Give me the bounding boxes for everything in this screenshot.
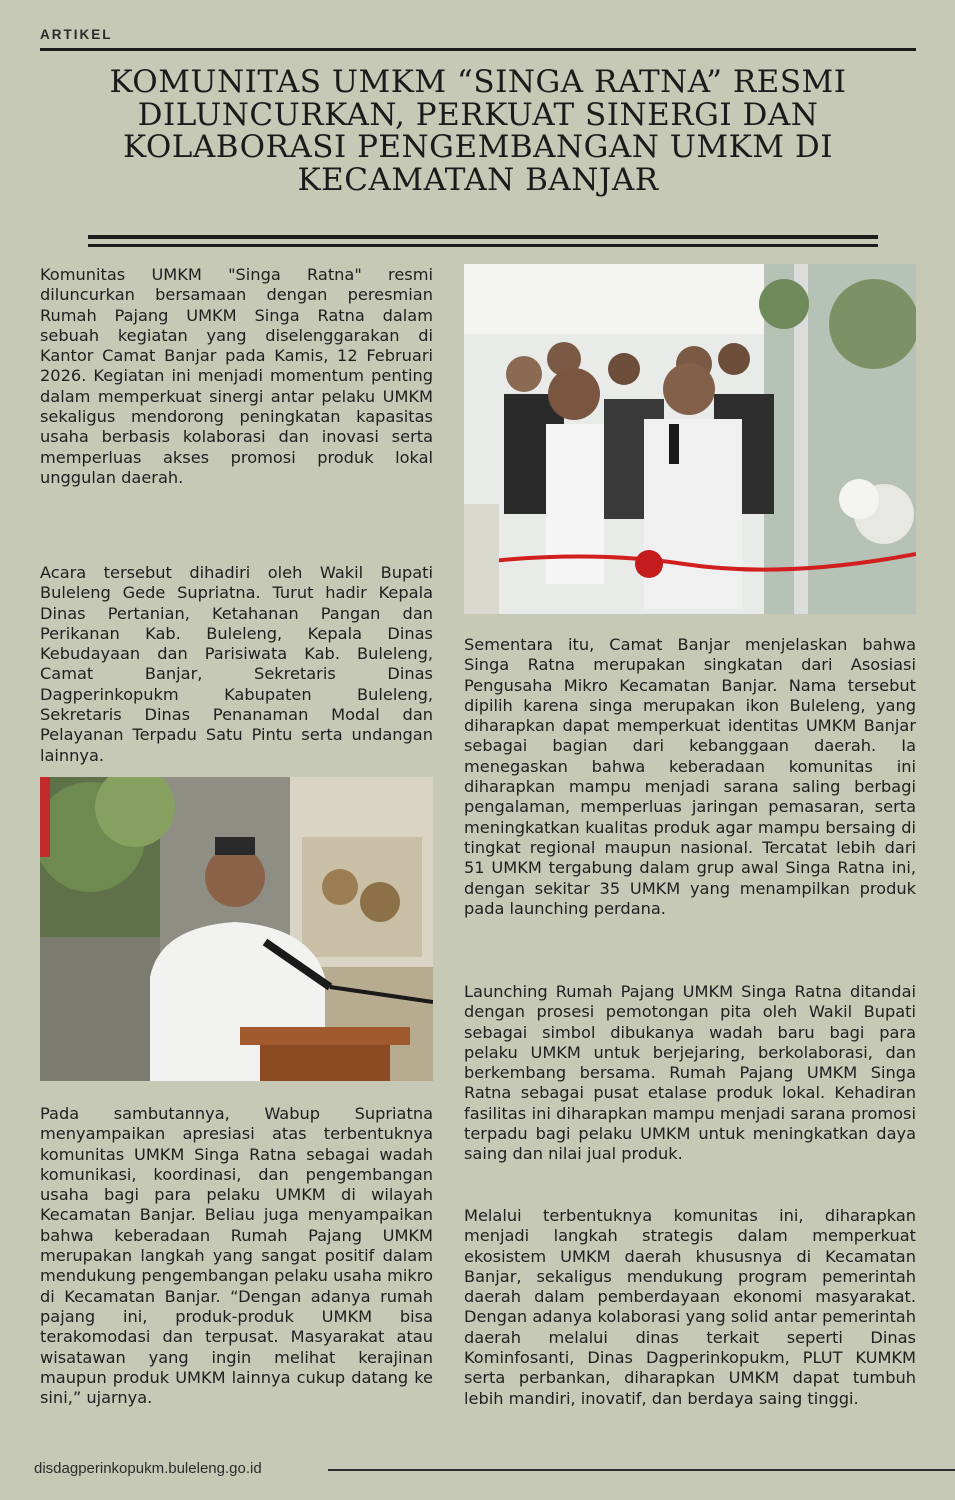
title-line: KECAMATAN BANJAR bbox=[297, 161, 659, 198]
paragraph-launching: Launching Rumah Pajang UMKM Singa Ratna ditandai dengan prosesi pemotongan pita oleh Wakil Bupati sebagai simbol dibukanya wadah baru bagi para pelaku UMKM untuk berjejaring, berkolaborasi, dan berkembang bersama. Rumah Pajang UMKM Singa Ratna sebagai pusat etalase produk lokal. Kehadiran fasilitas ini diharapkan mampu menjadi sarana promosi terpadu bagi pelaku UMKM untuk meningkatkan daya saing dan nilai jual produk. bbox=[464, 982, 916, 1164]
title-double-rule-lower bbox=[88, 244, 878, 247]
footer-url: disdagperinkopukm.buleleng.go.id bbox=[34, 1460, 262, 1477]
title-line: KOMUNITAS UMKM “SINGA RATNA” RESMI bbox=[109, 64, 847, 100]
paragraph-intro: Komunitas UMKM "Singa Ratna" resmi diluncurkan bersamaan dengan peresmian Rumah Pajang UMKM Singa Ratna dalam sebuah kegiatan yang diselenggarakan di Kantor Camat Banjar pada Kamis, 12 Februari 2026. Kegiatan ini menjadi momentum penting dalam memperkuat sinergi antar pelaku UMKM sekaligus mendorong peningkatan kapasitas usaha berbasis kolaborasi dan inovasi serta memperluas akses promosi produk lokal unggulan daerah. bbox=[40, 265, 433, 487]
footer-divider bbox=[328, 1469, 955, 1471]
section-label: ARTIKEL bbox=[40, 27, 113, 42]
photo-speech-podium bbox=[40, 777, 433, 1081]
photo-ribbon-cutting bbox=[464, 264, 916, 614]
paragraph-camat: Sementara itu, Camat Banjar menjelaskan bahwa Singa Ratna merupakan singkatan dari Asosiasi Pengusaha Mikro Kecamatan Banjar. Nama tersebut dipilih karena singa merupakan ikon Buleleng, yang diharapkan dapat memperkuat identitas UMKM Banjar sebagai bagian dari kebanggaan daerah. Ia menegaskan bahwa keberadaan komunitas ini diharapkan mampu menjadi sarana saling berbagi pengalaman, memperluas jaringan pemasaran, serta meningkatkan kualitas produk agar mampu bersaing di tingkat regional maupun nasional. Tercatat lebih dari 51 UMKM tergabung dalam grup awal Singa Ratna ini, dengan sekitar 35 UMKM yang menampilkan produk pada launching perdana. bbox=[464, 635, 916, 918]
title-double-rule-upper bbox=[88, 235, 878, 239]
paragraph-closing: Melalui terbentuknya komunitas ini, diharapkan menjadi langkah strategis dalam memperkuat ekosistem UMKM daerah khususnya di Kecamatan Banjar, sekaligus mendukung program pemerintah daerah dalam pemberdayaan ekonomi masyarakat. Dengan adanya kolaborasi yang solid antar pemerintah daerah melalui dinas terkait seperti Dinas Kominfosanti, Dinas Dagperinkopukm, PLUT KUMKM serta perbankan, diharapkan UMKM dapat tumbuh lebih mandiri, inovatif, dan berdaya saing tinggi. bbox=[464, 1206, 916, 1408]
paragraph-speech: Pada sambutannya, Wabup Supriatna menyampaikan apresiasi atas terbentuknya komunitas UMKM Singa Ratna sebagai wadah komunikasi, koordinasi, dan pengembangan usaha bagi para pelaku UMKM di wilayah Kecamatan Banjar. Beliau juga menyampaikan bahwa keberadaan Rumah Pajang UMKM merupakan langkah yang sangat positif dalam mendukung pengembangan pelaku usaha mikro di Kecamatan Banjar. “Dengan adanya rumah pajang ini, produk-produk UMKM bisa terakomodasi dan terpusat. Masyarakat atau wisatawan yang ingin melihat kerajinan maupun produk UMKM lainnya cukup datang ke sini,” ujarnya. bbox=[40, 1104, 433, 1408]
article-title bbox=[60, 66, 896, 196]
header-divider bbox=[40, 48, 916, 51]
title-line: DILUNCURKAN, PERKUAT SINERGI DAN bbox=[137, 96, 819, 133]
paragraph-attendees: Acara tersebut dihadiri oleh Wakil Bupati Buleleng Gede Supriatna. Turut hadir Kepala Dinas Pertanian, Ketahanan Pangan dan Perikanan Kab. Buleleng, Kepala Dinas Kebudayaan dan Parisiwata Kab. Buleleng, Camat Banjar, Sekretaris Dinas Dagperinkopukm Kabupaten Buleleng, Sekretaris Dinas Penanaman Modal dan Pelayanan Terpadu Satu Pintu serta undangan lainnya. bbox=[40, 563, 433, 765]
title-line: KOLABORASI PENGEMBANGAN UMKM DI bbox=[123, 129, 833, 166]
